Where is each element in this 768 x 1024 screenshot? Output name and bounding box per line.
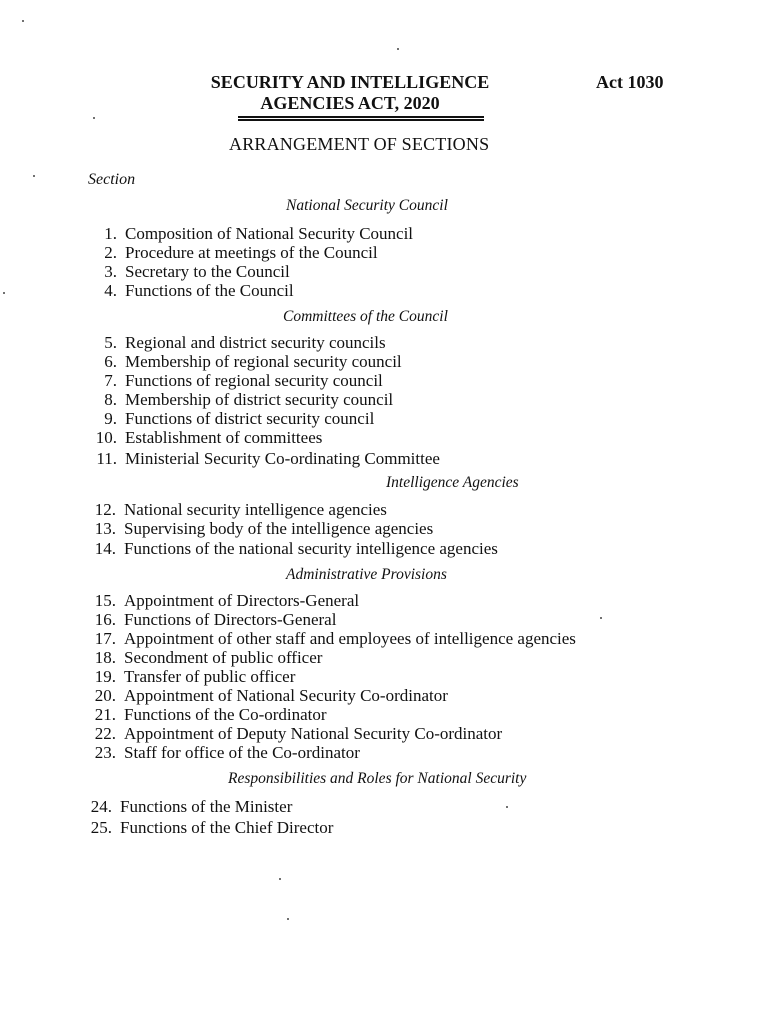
scan-speck	[397, 48, 399, 50]
section-number: 16.	[94, 610, 116, 629]
section-title: Procedure at meetings of the Council	[125, 243, 378, 262]
section-number: 2.	[104, 243, 117, 262]
scan-speck	[3, 292, 5, 294]
section-title: Functions of the Council	[125, 281, 294, 300]
section-title: Secondment of public officer	[124, 648, 323, 667]
section-number: 18.	[94, 648, 116, 667]
section-title: Membership of district security council	[125, 390, 394, 409]
section-number: 19.	[94, 667, 116, 686]
section-title: Appointment of National Security Co-ordinator	[124, 686, 448, 705]
group-heading: Intelligence Agencies	[386, 474, 519, 491]
scan-speck	[22, 20, 24, 22]
section-title: National security intelligence agencies	[124, 500, 387, 519]
title-underline-top	[238, 116, 484, 118]
section-number: 13.	[94, 519, 116, 538]
list-item	[87, 428, 322, 448]
list-item	[86, 686, 448, 706]
scan-speck	[33, 175, 35, 177]
act-title-line-1: SECURITY AND INTELLIGENCE	[210, 72, 490, 92]
section-title: Functions of regional security council	[125, 371, 383, 390]
list-item	[86, 667, 295, 687]
section-title: Establishment of committees	[125, 428, 323, 447]
list-item	[86, 539, 498, 559]
act-number: Act 1030	[596, 72, 664, 92]
section-title: Transfer of public officer	[124, 667, 296, 686]
list-item	[87, 390, 393, 410]
section-number: 7.	[104, 371, 117, 390]
section-number: 9.	[104, 409, 117, 428]
scan-speck	[600, 617, 602, 619]
section-number: 14.	[94, 539, 116, 558]
section-number: 1.	[104, 224, 117, 243]
scan-speck	[287, 918, 289, 920]
section-title: Regional and district security councils	[125, 333, 386, 352]
section-number: 17.	[94, 629, 116, 648]
list-item	[86, 743, 360, 763]
arrangement-title: ARRANGEMENT OF SECTIONS	[229, 134, 490, 154]
list-item	[82, 797, 292, 817]
section-number: 11.	[96, 449, 117, 468]
list-item	[87, 371, 383, 391]
section-number: 6.	[104, 352, 117, 371]
group-heading: Committees of the Council	[283, 308, 448, 325]
group-heading: Administrative Provisions	[286, 566, 447, 583]
section-number: 15.	[94, 591, 116, 610]
section-title: Appointment of other staff and employees of intelligence agencies	[124, 629, 576, 648]
list-item	[87, 243, 378, 263]
section-number: 20.	[94, 686, 116, 705]
section-number: 25.	[90, 818, 112, 837]
scan-speck	[506, 806, 508, 808]
section-number: 22.	[94, 724, 116, 743]
section-title: Appointment of Directors-General	[124, 591, 360, 610]
group-heading: Responsibilities and Roles for National Security	[228, 770, 527, 787]
section-number: 24.	[90, 797, 112, 816]
section-title: Staff for office of the Co-ordinator	[124, 743, 360, 762]
section-title: Functions of Directors-General	[124, 610, 337, 629]
section-title: Secretary to the Council	[125, 262, 290, 281]
list-item	[86, 500, 387, 520]
section-title: Membership of regional security council	[125, 352, 402, 371]
section-title: Functions of the Chief Director	[120, 818, 334, 837]
section-number: 3.	[104, 262, 117, 281]
list-item	[86, 519, 433, 539]
section-title: Ministerial Security Co-ordinating Committee	[125, 449, 440, 468]
scan-speck	[279, 878, 281, 880]
section-title: Composition of National Security Council	[125, 224, 414, 243]
act-title-line-2: AGENCIES ACT, 2020	[260, 93, 440, 113]
section-title: Functions of the Minister	[120, 797, 293, 816]
section-number: 21.	[94, 705, 116, 724]
list-item	[86, 648, 322, 668]
group-heading: National Security Council	[286, 197, 448, 214]
section-number: 10.	[95, 428, 117, 447]
list-item	[86, 705, 327, 725]
list-item	[86, 610, 336, 630]
section-number: 5.	[104, 333, 117, 352]
list-item	[87, 262, 290, 282]
list-item	[87, 352, 402, 372]
list-item	[82, 818, 333, 838]
section-number: 12.	[94, 500, 116, 519]
section-number: 23.	[94, 743, 116, 762]
scan-speck	[93, 117, 95, 119]
title-underline-bottom	[238, 119, 484, 121]
section-label: Section	[88, 171, 136, 188]
list-item	[87, 224, 413, 244]
list-item	[86, 629, 576, 649]
section-title: Supervising body of the intelligence agencies	[124, 519, 434, 538]
section-number: 8.	[104, 390, 117, 409]
section-title: Functions of district security council	[125, 409, 375, 428]
list-item	[87, 449, 440, 469]
list-item	[86, 591, 359, 611]
list-item	[87, 281, 294, 301]
section-title: Appointment of Deputy National Security Co-ordinator	[124, 724, 503, 743]
list-item	[86, 724, 502, 744]
list-item	[87, 333, 386, 353]
list-item	[87, 409, 374, 429]
section-title: Functions of the national security intelligence agencies	[124, 539, 498, 558]
section-number: 4.	[104, 281, 117, 300]
section-title: Functions of the Co-ordinator	[124, 705, 327, 724]
